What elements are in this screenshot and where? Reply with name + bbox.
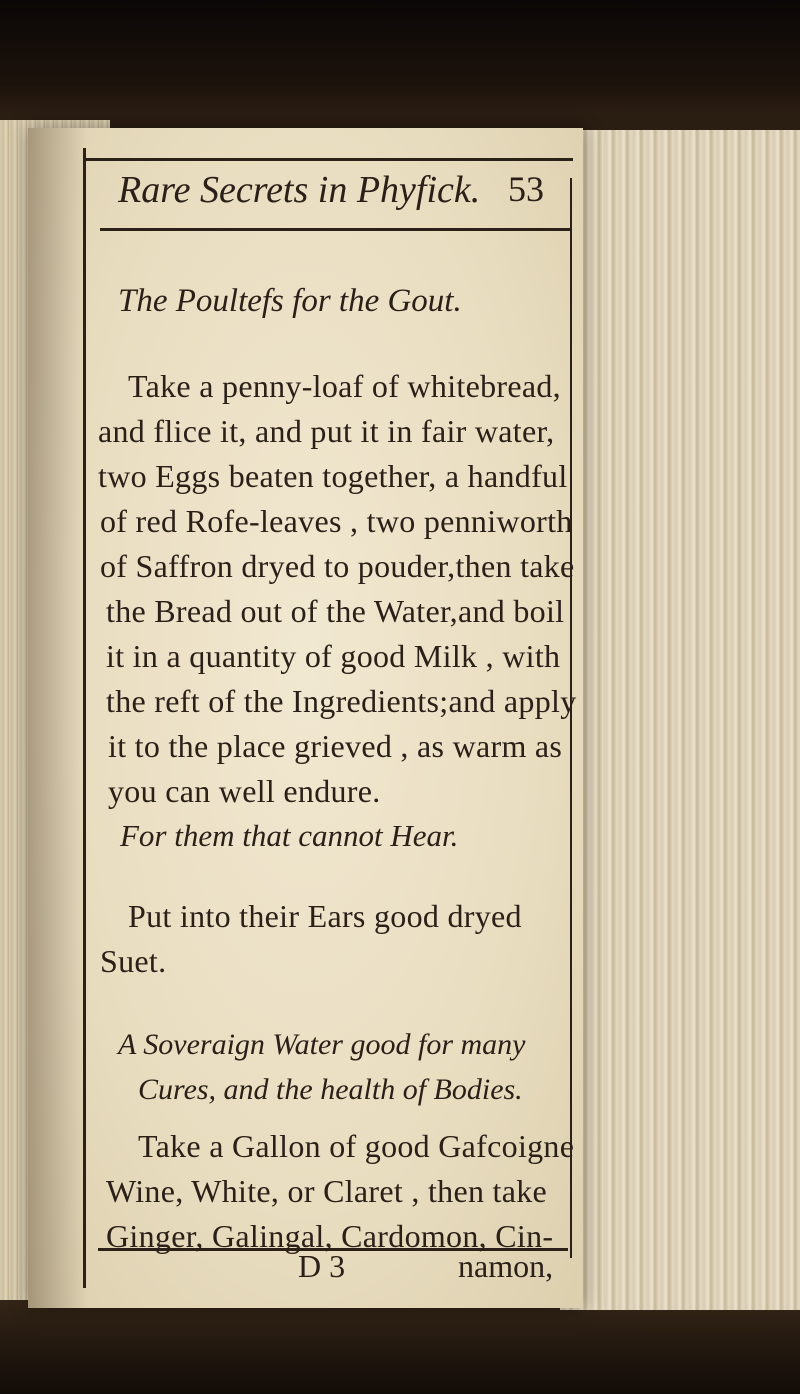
text-line: it in a quantity of good Milk , with bbox=[106, 638, 561, 674]
following-pages-edge bbox=[560, 130, 800, 1310]
recipe-heading-hearing: For them that cannot Hear. bbox=[120, 818, 459, 853]
text-line: of red Rofe-leaves , two penniworth bbox=[100, 503, 573, 539]
running-head: Rare Secrets in Phyfick. bbox=[118, 169, 481, 211]
signature-mark: D 3 bbox=[298, 1248, 346, 1284]
text-line: Take a Gallon of good Gafcoigne bbox=[138, 1128, 575, 1164]
text-line: Put into their Ears good dryed bbox=[128, 898, 522, 934]
text-line: the Bread out of the Water,and boil bbox=[106, 593, 565, 629]
text-line: you can well endure. bbox=[108, 773, 381, 809]
recipe-heading-soveraign-water: A Soveraign Water good for many bbox=[118, 1028, 526, 1061]
text-line: Wine, White, or Claret , then take bbox=[106, 1173, 548, 1209]
text-line: it to the place grieved , as warm as bbox=[108, 728, 563, 764]
page-text bbox=[28, 128, 583, 1308]
book-page bbox=[28, 128, 583, 1308]
text-line: and flice it, and put it in fair water, bbox=[98, 413, 555, 449]
recipe-heading-poultice: The Poultefs for the Gout. bbox=[118, 283, 462, 319]
text-line: Ginger, Galingal, Cardomon, Cin- bbox=[106, 1218, 554, 1254]
text-line: the reft of the Ingredients;and apply bbox=[106, 683, 577, 719]
text-line: Suet. bbox=[100, 943, 167, 979]
catchword: namon, bbox=[458, 1248, 554, 1284]
text-line: of Saffron dryed to pouder,then take bbox=[100, 548, 575, 584]
text-line: two Eggs beaten together, a handful bbox=[98, 458, 568, 494]
page-number: 53 bbox=[508, 169, 544, 209]
text-line: Take a penny-loaf of whitebread, bbox=[128, 368, 561, 404]
recipe-heading-soveraign-water-cont: Cures, and the health of Bodies. bbox=[138, 1073, 523, 1106]
